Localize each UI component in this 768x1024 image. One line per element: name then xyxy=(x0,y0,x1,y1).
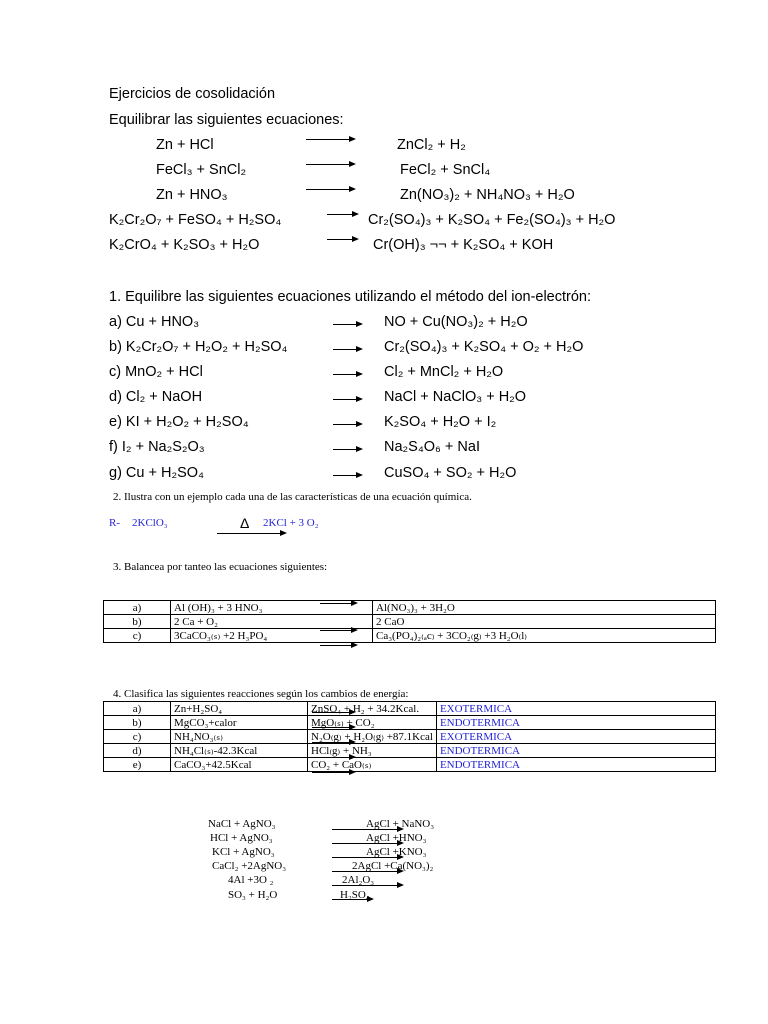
reaction-right: MgO₍ₛ₎ + CO₂ xyxy=(308,716,437,730)
equation-right: CuSO₄ + SO₂ + H₂O xyxy=(384,465,517,481)
subtitle: Equilibrar las siguientes ecuaciones: xyxy=(109,112,344,128)
section-4-title: 4. Clasifica las siguientes reacciones según los cambios de energía: xyxy=(113,688,409,700)
equation-left: NaCl + AgNO₃ xyxy=(208,818,276,830)
equation-left: Zn + HCl xyxy=(156,137,214,153)
equation-right: Ca₃(PO₄)₂₍ₐc₎ + 3CO₂₍g₎ +3 H₂O₍l₎ xyxy=(373,629,716,643)
reaction-arrow xyxy=(320,603,356,604)
row-label: e) xyxy=(104,758,171,772)
reaction-arrow xyxy=(312,712,354,713)
equation-left: b) K₂Cr₂O₇ + H₂O₂ + H₂SO₄ xyxy=(109,339,288,355)
balance-table xyxy=(103,600,716,643)
answer-prefix: R- xyxy=(109,517,120,529)
reaction-arrow xyxy=(333,424,361,425)
equation-left: K₂CrO₄ + K₂SO₃ + H₂O xyxy=(109,237,260,253)
reaction-left: MgCO₃+calor xyxy=(171,716,308,730)
equation-right: H₂SO₄ xyxy=(340,889,370,901)
row-label: a) xyxy=(104,601,171,615)
reaction-arrow xyxy=(333,324,361,325)
reaction-arrow xyxy=(306,189,354,190)
equation-left: HCl + AgNO₃ xyxy=(210,832,273,844)
table-row xyxy=(104,730,716,744)
energy-table xyxy=(103,701,716,772)
reaction-arrow xyxy=(217,533,285,534)
equation-right: Na₂S₄O₆ + NaI xyxy=(384,439,480,455)
reaction-arrow xyxy=(333,449,361,450)
equation-right: ZnCl₂ + H₂ xyxy=(397,137,466,153)
equation-right: AgCl +KNO₃ xyxy=(366,846,427,858)
equation-right: Cr₂(SO₄)₃ + K₂SO₄ + O₂ + H₂O xyxy=(384,339,584,355)
reaction-left: Zn+H₂SO₄ xyxy=(171,702,308,716)
row-label: b) xyxy=(104,615,171,629)
equation-left: 4Al +3O ₂ xyxy=(228,874,274,886)
table-row xyxy=(104,716,716,730)
reaction-right: HCl₍g₎ + NH₃ xyxy=(308,744,437,758)
reaction-arrow xyxy=(312,772,354,773)
reaction-arrow xyxy=(320,630,356,631)
equation-left: Zn + HNO₃ xyxy=(156,187,228,203)
equation-left: a) Cu + HNO₃ xyxy=(109,314,200,330)
table-row xyxy=(104,758,716,772)
reaction-left: CaCO₃+42.5Kcal xyxy=(171,758,308,772)
row-label: c) xyxy=(104,629,171,643)
row-label: c) xyxy=(104,730,171,744)
row-label: b) xyxy=(104,716,171,730)
energy-type: EXOTERMICA xyxy=(436,730,715,744)
reaction-arrow xyxy=(333,349,361,350)
table-row xyxy=(104,629,716,643)
section-1-title: 1. Equilibre las siguientes ecuaciones utilizando el método del ion-electrón: xyxy=(109,289,592,305)
equation-right: Cr₂(SO₄)₃ + K₂SO₄ + Fe₂(SO₄)₃ + H₂O xyxy=(368,212,616,228)
section-3-title: 3. Balancea por tanteo las ecuaciones siguientes: xyxy=(113,561,328,573)
equation-left: Al (OH)₃ + 3 HNO₃ xyxy=(171,601,373,615)
reaction-right: ZnSO₄ + H₂ + 34.2Kcal. xyxy=(308,702,437,716)
reaction-arrow xyxy=(327,214,357,215)
row-label: a) xyxy=(104,702,171,716)
equation-left: e) KI + H₂O₂ + H₂SO₄ xyxy=(109,414,249,430)
equation-left: SO₃ + H₂O xyxy=(228,889,278,901)
equation-right: Cl₂ + MnCl₂ + H₂O xyxy=(384,364,504,380)
energy-type: EXOTERMICA xyxy=(436,702,715,716)
equation-right: AgCl + NaNO₃ xyxy=(366,818,435,830)
reaction-arrow xyxy=(312,742,354,743)
equation-left: d) Cl₂ + NaOH xyxy=(109,389,203,405)
energy-type: ENDOTERMICA xyxy=(436,758,715,772)
equation-right: 2AgCl +Ca(NO₃)₂ xyxy=(352,860,434,872)
equation-right: Cr(OH)₃ ¬¬ + K₂SO₄ + KOH xyxy=(373,237,554,253)
reactant: 2KClO₃ xyxy=(132,517,168,529)
reaction-arrow xyxy=(333,475,361,476)
reaction-arrow xyxy=(320,645,356,646)
table-row xyxy=(104,744,716,758)
equation-right: NO + Cu(NO₃)₂ + H₂O xyxy=(384,314,528,330)
energy-type: ENDOTERMICA xyxy=(436,716,715,730)
row-label: d) xyxy=(104,744,171,758)
reaction-arrow xyxy=(333,399,361,400)
reaction-left: NH₄NO₃₍ₛ₎ xyxy=(171,730,308,744)
equation-left: c) MnO₂ + HCl xyxy=(109,364,203,380)
reaction-arrow xyxy=(306,139,354,140)
reaction-arrow xyxy=(327,239,357,240)
reaction-arrow xyxy=(306,164,354,165)
reaction-arrow xyxy=(333,374,361,375)
equation-right: Al(NO₃)₃ + 3H₂O xyxy=(373,601,716,615)
reaction-right: CO₂ + CaO₍ₛ₎ xyxy=(308,758,437,772)
equation-left: f) I₂ + Na₂S₂O₃ xyxy=(109,439,205,455)
equation-left: 3CaCO₃₍ₛ₎ +2 H₃PO₄ xyxy=(171,629,373,643)
equation-left: FeCl₃ + SnCl₂ xyxy=(156,162,247,178)
table-row xyxy=(104,615,716,629)
section-2-title: 2. Ilustra con un ejemplo cada una de las características de una ecuación química. xyxy=(113,491,472,503)
page-title: Ejercicios de cosolidación xyxy=(109,86,276,102)
reaction-arrow xyxy=(312,757,354,758)
equation-right: K₂SO₄ + H₂O + I₂ xyxy=(384,414,497,430)
equation-left: g) Cu + H₂SO₄ xyxy=(109,465,204,481)
equation-left: K₂Cr₂O₇ + FeSO₄ + H₂SO₄ xyxy=(109,212,282,228)
product: 2KCl + 3 O₂ xyxy=(263,517,319,529)
equation-left: KCl + AgNO₃ xyxy=(212,846,275,858)
equation-right: 2Al₂O₃ xyxy=(342,874,375,886)
equation-left: 2 Ca + O₂ xyxy=(171,615,373,629)
equation-left: CaCl₂ +2AgNO₃ xyxy=(212,860,287,872)
reaction-arrow xyxy=(312,727,354,728)
equation-right: NaCl + NaClO₃ + H₂O xyxy=(384,389,527,405)
equation-right: AgCl +HNO₃ xyxy=(366,832,427,844)
reaction-right: N₂O₍g₎ + H₂O₍g₎ +87.1Kcal xyxy=(308,730,437,744)
equation-right: Zn(NO₃)₂ + NH₄NO₃ + H₂O xyxy=(400,187,575,203)
equation-right: FeCl₂ + SnCl₄ xyxy=(400,162,491,178)
energy-type: ENDOTERMICA xyxy=(436,744,715,758)
reaction-left: NH₄Cl₍ₛ₎-42.3Kcal xyxy=(171,744,308,758)
table-row xyxy=(104,702,716,716)
delta-symbol: Δ xyxy=(240,515,250,531)
equation-right: 2 CaO xyxy=(373,615,716,629)
table-row xyxy=(104,601,716,615)
